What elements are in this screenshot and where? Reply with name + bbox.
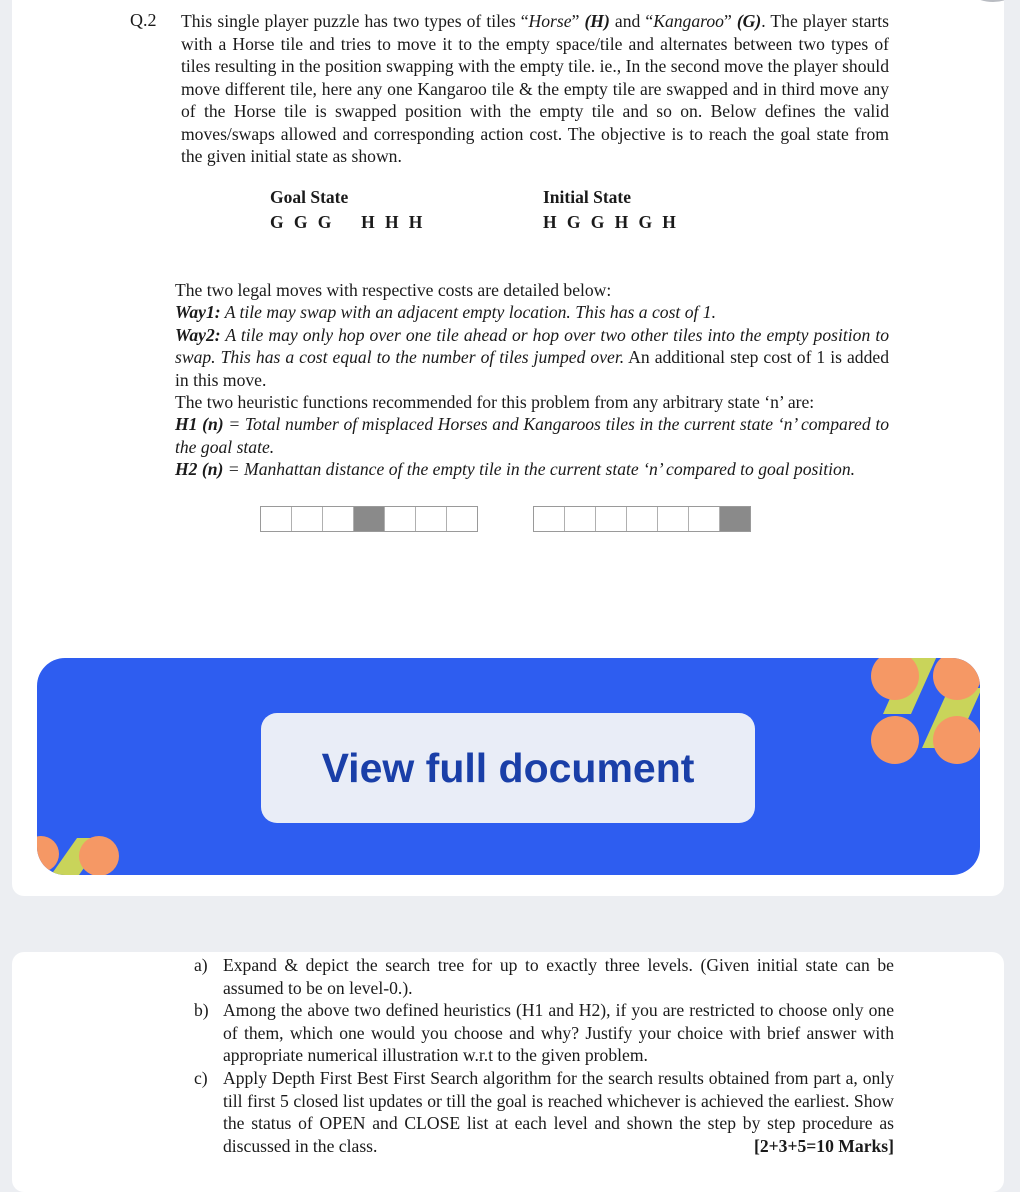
initial-tile-strip: [533, 506, 751, 532]
view-document-banner: [37, 658, 980, 875]
initial-state-tiles: H G G H G H: [543, 212, 677, 232]
marks-total: [2+3+5=10 Marks]: [753, 1135, 894, 1156]
goal-state-tiles: G G G H H H: [270, 212, 423, 232]
document-page-1: [12, 0, 1004, 896]
question-number: Q.2: [130, 10, 157, 30]
part-b: b) Among the above two defined heuristics (H1 and H2), if you are restricted to choose only one of them, which one would you choose and why? Justify your choice with brief answer with appropriate numerical illustration w.r.t to the given problem.: [194, 1000, 894, 1066]
moves-description: The two legal moves with respective costs are detailed below: Way1: A tile may swap with an adjacent empty location. This has a cost of 1. Way2: A tile may only hop over one tile ahead or hop over two other tiles into the empty position to swap. This has a cost equal to the number of tiles jumped over. An additional step cost of 1 is added in this move. The two heuristic functions recommended for this problem from any arbitrary state ‘n’ are: H1 (n) = Total number of misplaced Horses and Kangaroos tiles in the current state ‘n’ compared to the goal state. H2 (n) = Manhattan distance of the empty tile in the current state ‘n’ compared to goal position.: [175, 280, 889, 480]
question-parts: [194, 954, 894, 1157]
part-a: a) Expand & depict the search tree for up to exactly three levels. (Given initial state can be assumed to be on level-0.).: [194, 955, 894, 998]
goal-state-label: Goal State: [270, 187, 349, 207]
scroll-indicator: [952, 0, 1004, 2]
part-c: c) Apply Depth First Best First Search algorithm for the search results obtained from part a, only till first 5 closed list updates or till the goal is reached whichever is achieved the earliest. Show the status of OPEN and CLOSE list at each level and shown the step by step procedure as discussed in the class. [2+3+5=10 Marks]: [194, 1067, 894, 1156]
document-page-2: [12, 952, 1004, 1192]
initial-state-label: Initial State: [543, 187, 631, 207]
question-intro: This single player puzzle has two types of tiles “Horse” (H) and “Kangaroo” (G). The player starts with a Horse tile and tries to move it to the empty space/tile and alternates between two types of tiles resulting in the position swapping with the empty tile. ie., In the second move the player should move different tile, here any one Kangaroo tile & the empty tile are swapped and in third move any of the Horse tile is swapped position with the empty tile and so on. Below defines the valid moves/swaps allowed and corresponding action cost. The objective is to reach the goal state from the given initial state as shown.: [181, 11, 889, 166]
goal-tile-strip: [260, 506, 478, 532]
view-full-document-button[interactable]: View full document: [261, 713, 755, 823]
